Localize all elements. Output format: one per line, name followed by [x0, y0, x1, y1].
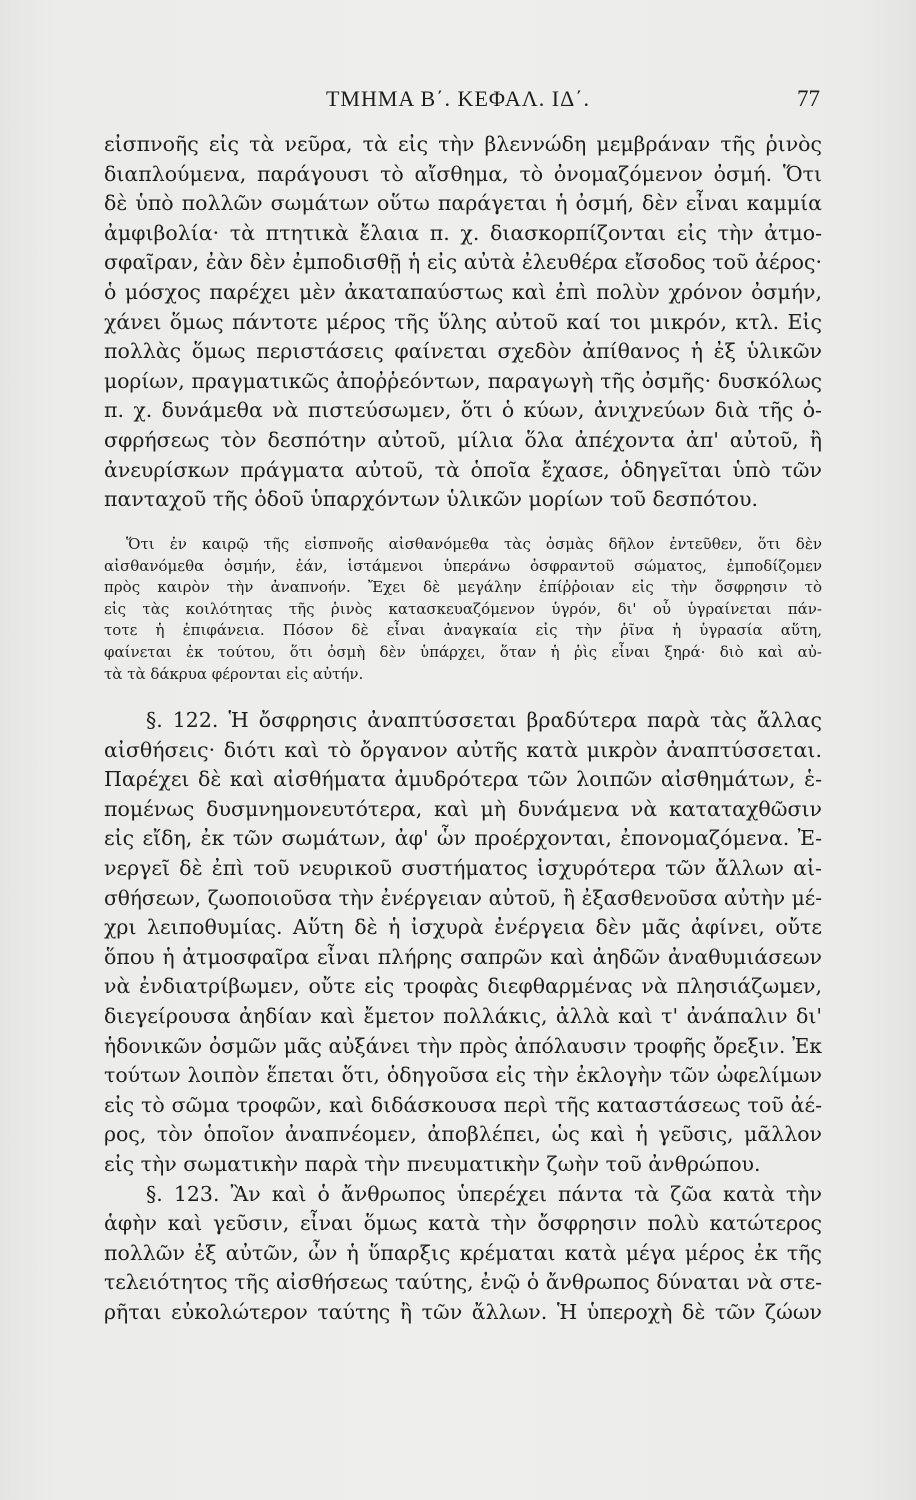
- paragraphs-122-123: [104, 706, 822, 1327]
- text-line: πομένως δυσμνημονευτότερα, καὶ μὴ δυνάμενα νὰ καταταχθῶσιν: [104, 796, 822, 821]
- text-line: δὲ ὑπὸ πολλῶν σωμάτων οὕτω παράγεται ἡ ὀσμή, δὲν εἶναι καμμία: [104, 191, 822, 216]
- text-line: χρι λειποθυμίας. Αὕτη δὲ ἡ ἰσχυρὰ ἐνέργεια δὲν μᾶς ἀφίνει, οὔτε: [104, 915, 822, 940]
- text-line: διεγείρουσα ἀηδίαν καὶ ἔμετον πολλάκις, ἀλλὰ καὶ τ' ἀνάπαλιν δι': [104, 1003, 822, 1028]
- text-line: εἰς τὸ σῶμα τροφῶν, καὶ διδάσκουσα περὶ τῆς καταστάσεως τοῦ ἀέ-: [104, 1092, 822, 1117]
- text-line: ρῆται εὐκολώτερον ταύτης ἢ τῶν ἄλλων. Ἡ ὑπεροχὴ δὲ τῶν ζώων: [104, 1299, 822, 1324]
- note-line: αἰσθανόμεθα ὀσμήν, ἐάν, ἱστάμενοι ὑπεράνω ὀσφραντοῦ σώματος, ἐμποδίζομεν: [104, 556, 822, 575]
- text-line: νεργεῖ δὲ ἐπὶ τοῦ νευρικοῦ συστήματος ἰσχυρότερα τῶν ἄλλων αἰ-: [104, 855, 822, 880]
- note-line: πρὸς καιρὸν τὴν ἀναπνοήν. Ἔχει δὲ μεγάλην ἐπίῤῥοιαν εἰς τὴν ὄσφρησιν τὸ: [104, 578, 822, 597]
- text-line: εἰσπνοῆς εἰς τὰ νεῦρα, τὰ εἰς τὴν βλεννώδη μεμβράναν τῆς ῥινὸς: [104, 132, 822, 156]
- text-line: πολλὰς ὅμως περιστάσεις φαίνεται σχεδὸν ἀπίθανος ἡ ἐξ ὑλικῶν: [104, 339, 822, 364]
- note-line: Ὅτι ἐν καιρῷ τῆς εἰσπνοῆς αἰσθανόμεθα τὰς ὀσμὰς δῆλον ἐντεῦθεν, ὅτι δὲν: [126, 535, 822, 553]
- text-line: τούτων λοιπὸν ἕπεται ὅτι, ὁδηγοῦσα εἰς τὴν ἐκλογὴν τῶν ὠφελίμων: [104, 1063, 822, 1088]
- text-line: ἡδονικῶν ὀσμῶν μᾶς αὐξάνει τὴν πρὸς ἀπόλαυσιν τροφῆς ὄρεξιν. Ἐκ: [104, 1033, 822, 1058]
- text-line: π. χ. δυνάμεθα νὰ πιστεύσωμεν, ὅτι ὁ κύων, ἀνιχνεύων διὰ τῆς ὀ-: [104, 398, 822, 423]
- text-line: ἁφὴν καὶ γεῦσιν, εἶναι ὅμως κατὰ τὴν ὄσφρησιν πολὺ κατώτερος: [104, 1211, 822, 1236]
- page-number: 77: [797, 86, 820, 111]
- text-line: ὅπου ἡ ἀτμοσφαῖρα εἶναι πλήρης σαπρῶν καὶ ἀηδῶν ἀναθυμιάσεων: [104, 944, 822, 969]
- text-line: νὰ ἐνδιατρίβωμεν, οὔτε εἰς τροφὰς διεφθαρμένας νὰ πλησιάζωμεν,: [104, 974, 822, 999]
- section-123-start: §. 123. Ἂν καὶ ὁ ἄνθρωπος ὑπερέχει πάντα τὰ ζῶα κατὰ τὴν: [146, 1181, 822, 1206]
- note-line: τὰ τὰ δάκρυα φέρονται εἰς αὐτήν.: [104, 664, 364, 683]
- text-line: χάνει ὅμως πάντοτε μέρος τῆς ὕλης αὐτοῦ καί τοι μικρόν, κτλ. Εἰς: [104, 309, 822, 334]
- text-line: ἀνευρίσκων πράγματα αὐτοῦ, τὰ ὁποῖα ἔχασε, ὁδηγεῖται ὑπὸ τῶν: [104, 457, 822, 482]
- text-line: Παρέχει δὲ καὶ αἰσθήματα ἀμυδρότερα τῶν λοιπῶν αἰσθημάτων, ἑ-: [104, 767, 822, 792]
- text-line: ὁ μόσχος παρέχει μὲν ἀκαταπαύστως καὶ ἐπὶ πολὺν χρόνον ὀσμήν,: [104, 279, 822, 304]
- text-line: αἰσθήσεις· διότι καὶ τὸ ὄργανον αὐτῆς κατὰ μικρὸν ἀναπτύσσεται.: [104, 737, 822, 762]
- small-print-note: [104, 534, 822, 685]
- note-line: φαίνεται ἐκ τούτου, ὅτι ὀσμὴ δὲν ὑπάρχει, ὅταν ἡ ῥὶς εἶναι ξηρά· διὸ καὶ αὐ-: [104, 642, 822, 661]
- text-line: μορίων, πραγματικῶς ἀποῤῥεόντων, παραγωγὴ τῆς ὀσμῆς· δυσκόλως: [104, 368, 822, 393]
- paragraph-olfaction-mechanism: [104, 130, 822, 515]
- text-line: σφαῖραν, ἐὰν δὲν ἐμποδισθῇ ἡ εἰς αὐτὰ ἐλευθέρα εἴσοδος τοῦ ἀέρος·: [104, 250, 822, 275]
- text-line: εἰς τὴν σωματικὴν παρὰ τὴν πνευματικὴν ζωὴν τοῦ ἀνθρώπου.: [104, 1151, 761, 1176]
- text-line: εἰς εἴδη, ἐκ τῶν σωμάτων, ἀφ' ὧν προέρχονται, ἐπονομαζόμενα. Ἐ-: [104, 826, 822, 851]
- text-line: σθήσεων, ζωοποιοῦσα τὴν ἐνέργειαν αὐτοῦ, ἢ ἐξασθενοῦσα αὐτὴν μέ-: [104, 885, 822, 910]
- running-head: ΤΜΗΜΑ Β΄. ΚΕΦΑΛ. ΙΔ΄.: [325, 86, 591, 111]
- note-line: εἰς τὰς κοιλότητας τῆς ῥινὸς κατασκευαζόμενον ὑγρόν, δι' οὗ ὑγραίνεται πάν-: [104, 599, 822, 618]
- text-line: ἀμφιβολία· τὰ πτητικὰ ἔλαια π. χ. διασκορπίζονται εἰς τὴν ἀτμο-: [104, 220, 822, 245]
- text-line: σφρήσεως τὸν δεσπότην αὐτοῦ, μίλια ὅλα ἀπέχοντα ἀπ' αὐτοῦ, ἢ: [104, 427, 822, 452]
- text-line: διαπλούμενα, παράγουσι τὸ αἴσθημα, τὸ ὀνομαζόμενον ὀσμή. Ὅτι: [104, 161, 822, 186]
- section-122-start: §. 122. Ἡ ὄσφρησις ἀναπτύσσεται βραδύτερα παρὰ τὰς ἄλλας: [146, 708, 822, 732]
- text-line: τελειότητος τῆς αἰσθήσεως ταύτης, ἐνῷ ὁ ἄνθρωπος δύναται νὰ στε-: [104, 1270, 822, 1295]
- text-line: ρος, τὸν ὁποῖον ἀναπνέομεν, ἀποβλέπει, ὡς καὶ ἡ γεῦσις, μᾶλλον: [104, 1122, 822, 1147]
- note-line: τοτε ἡ ἐπιφάνεια. Πόσον δὲ εἶναι ἀναγκαία εἰς τὴν ῥῖνα ἡ ὑγρασία αὕτη,: [104, 621, 822, 640]
- text-line: πολλῶν ἐξ αὐτῶν, ὧν ἡ ὕπαρξις κρέμαται κατὰ μέγα μέρος ἐκ τῆς: [104, 1240, 822, 1265]
- page-header: [0, 86, 916, 116]
- text-line: πανταχοῦ τῆς ὁδοῦ ὑπαρχόντων ὑλικῶν μορίων τοῦ δεσπότου.: [104, 487, 758, 512]
